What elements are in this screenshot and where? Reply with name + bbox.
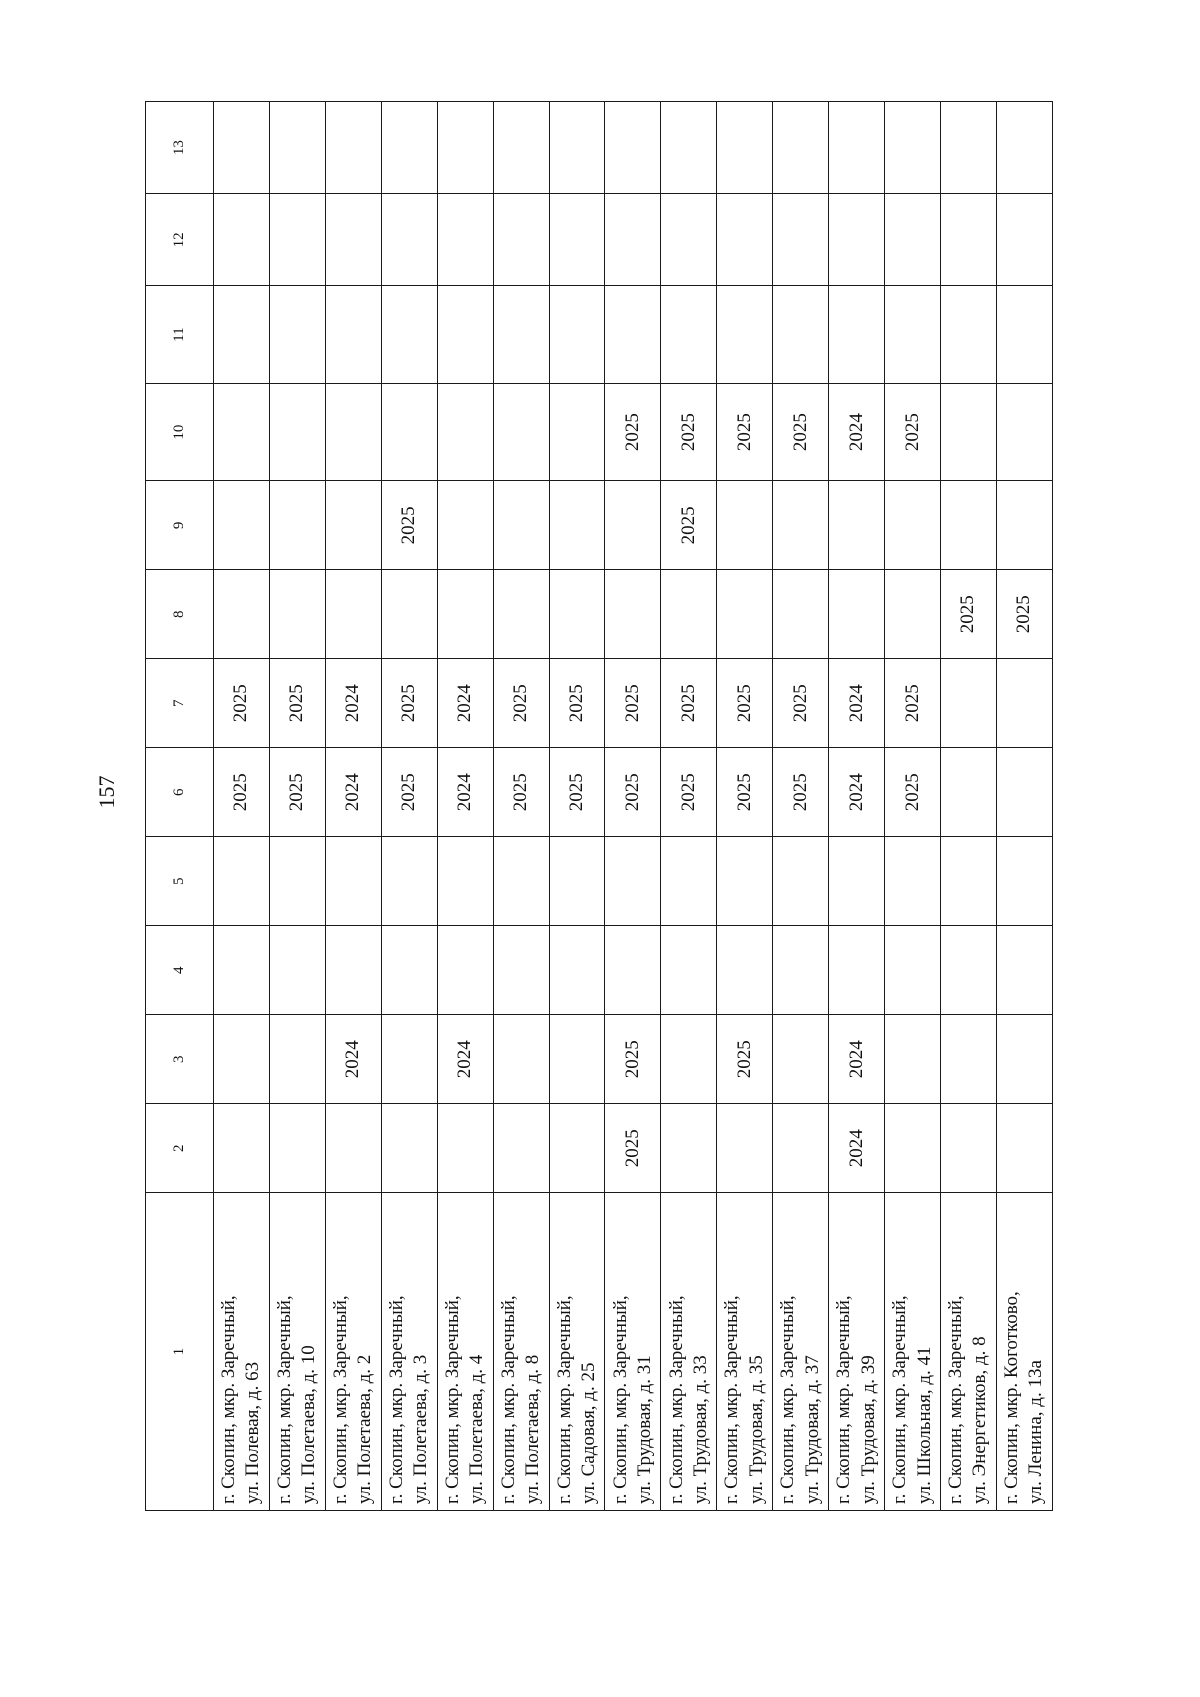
year-cell-col-8 <box>661 570 717 659</box>
year-cell-col-11 <box>325 286 381 383</box>
year-cell-col-4 <box>269 926 325 1015</box>
header-cell-13: 13 <box>146 102 214 194</box>
table-row <box>437 102 493 1511</box>
table-row <box>214 102 270 1511</box>
year-cell-col-5 <box>437 837 493 926</box>
year-cell-col-13 <box>717 102 773 194</box>
table-row <box>996 102 1052 1511</box>
address-cell <box>325 1193 381 1511</box>
year-cell-col-2 <box>773 1104 829 1193</box>
table-row <box>549 102 605 1511</box>
year-cell-col-13 <box>661 102 717 194</box>
year-cell-col-7: 2025 <box>885 659 941 748</box>
year-cell-col-2 <box>996 1104 1052 1193</box>
year-cell-col-11 <box>214 286 270 383</box>
year-cell-col-6: 2025 <box>661 748 717 837</box>
header-cell-2: 2 <box>146 1104 214 1193</box>
year-cell-col-12 <box>940 194 996 286</box>
table-row <box>717 102 773 1511</box>
year-cell-col-3: 2025 <box>605 1015 661 1104</box>
year-cell-col-8 <box>493 570 549 659</box>
year-cell-col-5 <box>605 837 661 926</box>
address-cell <box>940 1193 996 1511</box>
year-cell-col-9 <box>214 481 270 570</box>
year-cell-col-8 <box>437 570 493 659</box>
year-cell-col-5 <box>214 837 270 926</box>
year-cell-col-10: 2025 <box>717 383 773 480</box>
year-cell-col-6: 2024 <box>325 748 381 837</box>
address-line: г. Скопин, мкр. Заречный, <box>274 1295 296 1504</box>
year-cell-col-2: 2025 <box>605 1104 661 1193</box>
header-cell-7: 7 <box>146 659 214 748</box>
year-cell-col-7: 2025 <box>214 659 270 748</box>
year-cell-col-5 <box>829 837 885 926</box>
year-cell-col-3 <box>381 1015 437 1104</box>
year-cell-col-4 <box>437 926 493 1015</box>
year-cell-col-10: 2025 <box>605 383 661 480</box>
address-cell <box>829 1193 885 1511</box>
table-row <box>325 102 381 1511</box>
year-cell-col-4 <box>549 926 605 1015</box>
year-cell-col-7: 2025 <box>773 659 829 748</box>
year-cell-col-5 <box>549 837 605 926</box>
year-cell-col-2 <box>717 1104 773 1193</box>
year-cell-col-13 <box>325 102 381 194</box>
year-cell-col-11 <box>269 286 325 383</box>
year-cell-col-4 <box>325 926 381 1015</box>
year-cell-col-8 <box>773 570 829 659</box>
table-row <box>605 102 661 1511</box>
year-cell-col-12 <box>269 194 325 286</box>
header-cell-1: 1 <box>146 1193 214 1511</box>
address-cell <box>437 1193 493 1511</box>
year-cell-col-3 <box>996 1015 1052 1104</box>
address-cell <box>661 1193 717 1511</box>
address-line: г. Скопин, мкр. Коготково, <box>1001 1291 1023 1504</box>
address-line: г. Скопин, мкр. Заречный, <box>218 1295 240 1504</box>
address-line: ул. Полетаева, д. 8 <box>522 1354 544 1504</box>
year-cell-col-9 <box>549 481 605 570</box>
year-cell-col-6: 2025 <box>885 748 941 837</box>
address-line: г. Скопин, мкр. Заречный, <box>777 1295 799 1504</box>
address-line: ул. Энергетиков, д. 8 <box>969 1336 991 1504</box>
year-cell-col-7: 2024 <box>325 659 381 748</box>
address-cell <box>549 1193 605 1511</box>
year-cell-col-12 <box>661 194 717 286</box>
table-body <box>146 102 1053 1511</box>
year-cell-col-3 <box>549 1015 605 1104</box>
year-cell-col-7 <box>940 659 996 748</box>
schedule-table <box>145 101 1053 1511</box>
address-cell <box>885 1193 941 1511</box>
year-cell-col-8 <box>717 570 773 659</box>
address-line: г. Скопин, мкр. Заречный, <box>553 1295 575 1504</box>
year-cell-col-3 <box>773 1015 829 1104</box>
year-cell-col-11 <box>773 286 829 383</box>
year-cell-col-4 <box>493 926 549 1015</box>
year-cell-col-2 <box>214 1104 270 1193</box>
year-cell-col-9 <box>885 481 941 570</box>
year-cell-col-5 <box>940 837 996 926</box>
year-cell-col-8 <box>549 570 605 659</box>
header-cell-5: 5 <box>146 837 214 926</box>
year-cell-col-11 <box>381 286 437 383</box>
address-line: ул. Ленина, д. 13а <box>1025 1360 1047 1504</box>
year-cell-col-3 <box>661 1015 717 1104</box>
year-cell-col-12 <box>605 194 661 286</box>
year-cell-col-9 <box>325 481 381 570</box>
year-cell-col-5 <box>773 837 829 926</box>
address-line: ул. Школьная, д. 41 <box>913 1346 935 1504</box>
year-cell-col-11 <box>549 286 605 383</box>
year-cell-col-13 <box>940 102 996 194</box>
year-cell-col-7: 2025 <box>605 659 661 748</box>
year-cell-col-6: 2025 <box>381 748 437 837</box>
address-cell <box>773 1193 829 1511</box>
address-line: г. Скопин, мкр. Заречный, <box>609 1295 631 1504</box>
year-cell-col-9 <box>493 481 549 570</box>
year-cell-col-7: 2025 <box>381 659 437 748</box>
year-cell-col-5 <box>325 837 381 926</box>
table-row <box>493 102 549 1511</box>
header-cell-8: 8 <box>146 570 214 659</box>
address-line: ул. Полетаева, д. 10 <box>298 1345 320 1504</box>
address-cell <box>996 1193 1052 1511</box>
year-cell-col-12 <box>437 194 493 286</box>
year-cell-col-7 <box>996 659 1052 748</box>
year-cell-col-2 <box>381 1104 437 1193</box>
year-cell-col-9 <box>773 481 829 570</box>
year-cell-col-4 <box>885 926 941 1015</box>
year-cell-col-4 <box>214 926 270 1015</box>
table-row <box>269 102 325 1511</box>
header-cell-6: 6 <box>146 748 214 837</box>
year-cell-col-4 <box>381 926 437 1015</box>
year-cell-col-4 <box>773 926 829 1015</box>
year-cell-col-3 <box>269 1015 325 1104</box>
address-line: ул. Полетаева, д. 3 <box>410 1354 432 1504</box>
year-cell-col-10: 2024 <box>829 383 885 480</box>
year-cell-col-3: 2024 <box>437 1015 493 1104</box>
year-cell-col-13 <box>493 102 549 194</box>
year-cell-col-9 <box>940 481 996 570</box>
year-cell-col-7: 2025 <box>717 659 773 748</box>
year-cell-col-2 <box>940 1104 996 1193</box>
year-cell-col-12 <box>717 194 773 286</box>
address-line: ул. Полевая, д. 63 <box>242 1361 264 1504</box>
year-cell-col-2 <box>493 1104 549 1193</box>
address-line: ул. Трудовая, д. 33 <box>689 1355 711 1504</box>
year-cell-col-8 <box>381 570 437 659</box>
address-line: г. Скопин, мкр. Заречный, <box>329 1295 351 1504</box>
year-cell-col-9 <box>269 481 325 570</box>
year-cell-col-13 <box>214 102 270 194</box>
year-cell-col-13 <box>269 102 325 194</box>
year-cell-col-9 <box>829 481 885 570</box>
year-cell-col-2: 2024 <box>829 1104 885 1193</box>
year-cell-col-5 <box>493 837 549 926</box>
year-cell-col-10 <box>269 383 325 480</box>
year-cell-col-11 <box>661 286 717 383</box>
year-cell-col-4 <box>605 926 661 1015</box>
address-line: г. Скопин, мкр. Заречный, <box>833 1295 855 1504</box>
year-cell-col-2 <box>269 1104 325 1193</box>
year-cell-col-4 <box>940 926 996 1015</box>
header-cell-11: 11 <box>146 286 214 383</box>
year-cell-col-12 <box>214 194 270 286</box>
year-cell-col-11 <box>940 286 996 383</box>
rotated-table-container <box>145 101 1053 1511</box>
header-cell-4: 4 <box>146 926 214 1015</box>
table-row <box>661 102 717 1511</box>
address-line: г. Скопин, мкр. Заречный, <box>889 1295 911 1504</box>
address-cell <box>717 1193 773 1511</box>
year-cell-col-10 <box>493 383 549 480</box>
year-cell-col-11 <box>829 286 885 383</box>
year-cell-col-6 <box>940 748 996 837</box>
year-cell-col-10 <box>549 383 605 480</box>
year-cell-col-11 <box>717 286 773 383</box>
year-cell-col-6: 2025 <box>717 748 773 837</box>
year-cell-col-10 <box>996 383 1052 480</box>
year-cell-col-3 <box>940 1015 996 1104</box>
year-cell-col-5 <box>996 837 1052 926</box>
year-cell-col-9 <box>437 481 493 570</box>
year-cell-col-6: 2025 <box>773 748 829 837</box>
year-cell-col-5 <box>885 837 941 926</box>
year-cell-col-6: 2024 <box>437 748 493 837</box>
address-line: ул. Полетаева, д. 4 <box>466 1354 488 1504</box>
year-cell-col-2 <box>549 1104 605 1193</box>
year-cell-col-5 <box>661 837 717 926</box>
year-cell-col-9 <box>605 481 661 570</box>
year-cell-col-9: 2025 <box>661 481 717 570</box>
year-cell-col-10: 2025 <box>773 383 829 480</box>
year-cell-col-2 <box>661 1104 717 1193</box>
address-cell <box>605 1193 661 1511</box>
year-cell-col-8 <box>269 570 325 659</box>
year-cell-col-5 <box>381 837 437 926</box>
address-line: г. Скопин, мкр. Заречный, <box>497 1295 519 1504</box>
year-cell-col-6: 2025 <box>549 748 605 837</box>
address-cell <box>493 1193 549 1511</box>
header-cell-10: 10 <box>146 383 214 480</box>
header-cell-12: 12 <box>146 194 214 286</box>
year-cell-col-7: 2024 <box>829 659 885 748</box>
year-cell-col-10 <box>214 383 270 480</box>
address-line: г. Скопин, мкр. Заречный, <box>385 1295 407 1504</box>
year-cell-col-10 <box>381 383 437 480</box>
year-cell-col-13 <box>381 102 437 194</box>
year-cell-col-13 <box>437 102 493 194</box>
year-cell-col-5 <box>717 837 773 926</box>
address-line: г. Скопин, мкр. Заречный, <box>945 1295 967 1504</box>
year-cell-col-8 <box>829 570 885 659</box>
year-cell-col-7: 2025 <box>493 659 549 748</box>
header-cell-3: 3 <box>146 1015 214 1104</box>
year-cell-col-6: 2025 <box>214 748 270 837</box>
year-cell-col-2 <box>325 1104 381 1193</box>
address-line: ул. Садовая, д. 25 <box>577 1362 599 1504</box>
page-number: 157 <box>94 775 119 809</box>
year-cell-col-9 <box>996 481 1052 570</box>
year-cell-col-3 <box>885 1015 941 1104</box>
address-cell <box>269 1193 325 1511</box>
year-cell-col-12 <box>996 194 1052 286</box>
year-cell-col-9: 2025 <box>381 481 437 570</box>
year-cell-col-13 <box>773 102 829 194</box>
year-cell-col-12 <box>829 194 885 286</box>
year-cell-col-13 <box>829 102 885 194</box>
address-line: ул. Полетаева, д. 2 <box>354 1354 376 1504</box>
address-line: г. Скопин, мкр. Заречный, <box>665 1295 687 1504</box>
year-cell-col-13 <box>996 102 1052 194</box>
year-cell-col-10 <box>437 383 493 480</box>
year-cell-col-3: 2024 <box>325 1015 381 1104</box>
year-cell-col-6 <box>996 748 1052 837</box>
year-cell-col-7: 2025 <box>269 659 325 748</box>
year-cell-col-6: 2024 <box>829 748 885 837</box>
header-row <box>146 102 214 1511</box>
year-cell-col-12 <box>493 194 549 286</box>
year-cell-col-8 <box>325 570 381 659</box>
year-cell-col-13 <box>549 102 605 194</box>
year-cell-col-2 <box>437 1104 493 1193</box>
year-cell-col-8 <box>605 570 661 659</box>
year-cell-col-4 <box>661 926 717 1015</box>
year-cell-col-6: 2025 <box>493 748 549 837</box>
year-cell-col-10 <box>325 383 381 480</box>
address-line: г. Скопин, мкр. Заречный, <box>441 1295 463 1504</box>
year-cell-col-13 <box>605 102 661 194</box>
year-cell-col-3: 2025 <box>717 1015 773 1104</box>
year-cell-col-10: 2025 <box>661 383 717 480</box>
year-cell-col-8 <box>885 570 941 659</box>
year-cell-col-8 <box>214 570 270 659</box>
table-row <box>773 102 829 1511</box>
year-cell-col-3 <box>214 1015 270 1104</box>
table-row <box>940 102 996 1511</box>
address-line: ул. Трудовая, д. 39 <box>857 1355 879 1504</box>
year-cell-col-8: 2025 <box>996 570 1052 659</box>
year-cell-col-11 <box>493 286 549 383</box>
year-cell-col-6: 2025 <box>269 748 325 837</box>
year-cell-col-4 <box>996 926 1052 1015</box>
header-cell-9: 9 <box>146 481 214 570</box>
table-row <box>885 102 941 1511</box>
year-cell-col-7: 2025 <box>661 659 717 748</box>
year-cell-col-5 <box>269 837 325 926</box>
address-line: ул. Трудовая, д. 37 <box>801 1355 823 1504</box>
year-cell-col-11 <box>885 286 941 383</box>
table-row <box>829 102 885 1511</box>
year-cell-col-11 <box>605 286 661 383</box>
year-cell-col-7: 2025 <box>549 659 605 748</box>
year-cell-col-2 <box>885 1104 941 1193</box>
year-cell-col-13 <box>885 102 941 194</box>
address-line: г. Скопин, мкр. Заречный, <box>721 1295 743 1504</box>
year-cell-col-3: 2024 <box>829 1015 885 1104</box>
year-cell-col-12 <box>381 194 437 286</box>
table-row <box>381 102 437 1511</box>
year-cell-col-7: 2024 <box>437 659 493 748</box>
year-cell-col-12 <box>549 194 605 286</box>
year-cell-col-11 <box>437 286 493 383</box>
address-cell <box>214 1193 270 1511</box>
year-cell-col-3 <box>493 1015 549 1104</box>
year-cell-col-10: 2025 <box>885 383 941 480</box>
address-line: ул. Трудовая, д. 31 <box>633 1355 655 1504</box>
year-cell-col-12 <box>885 194 941 286</box>
year-cell-col-12 <box>773 194 829 286</box>
year-cell-col-6: 2025 <box>605 748 661 837</box>
year-cell-col-11 <box>996 286 1052 383</box>
year-cell-col-10 <box>940 383 996 480</box>
year-cell-col-4 <box>717 926 773 1015</box>
address-line: ул. Трудовая, д. 35 <box>745 1355 767 1504</box>
year-cell-col-12 <box>325 194 381 286</box>
year-cell-col-4 <box>829 926 885 1015</box>
address-cell <box>381 1193 437 1511</box>
year-cell-col-8: 2025 <box>940 570 996 659</box>
year-cell-col-9 <box>717 481 773 570</box>
